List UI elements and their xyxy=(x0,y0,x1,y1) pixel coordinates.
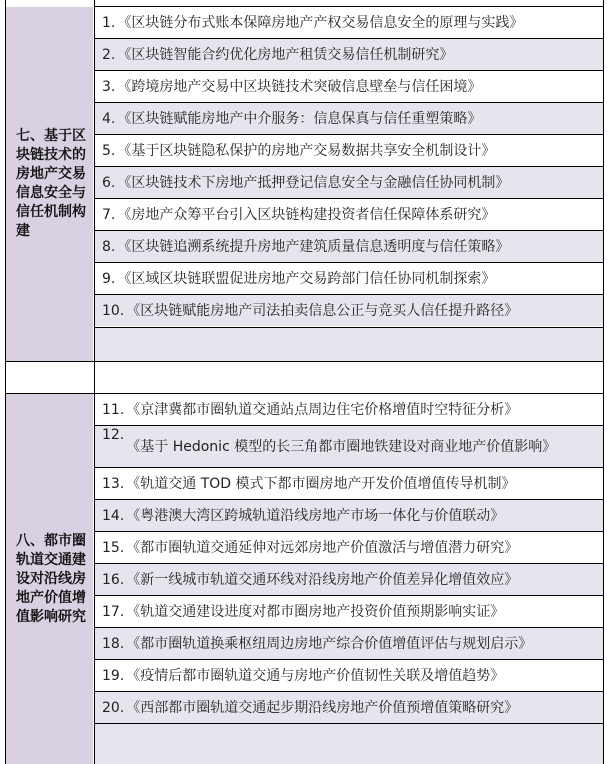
row-number: 12. xyxy=(102,427,125,443)
row-divider xyxy=(94,659,604,660)
table-row xyxy=(95,500,603,531)
empty-row xyxy=(95,328,603,361)
row-title: 《区块链赋能房地产中介服务：信息保真与信任重塑策略》 xyxy=(117,110,482,127)
row-title: 《区块链追溯系统提升房地产建筑质量信息透明度与信任策略》 xyxy=(117,238,510,255)
table-row xyxy=(95,692,603,723)
row-title: 《都市圈轨道交通延伸对远郊房地产价值激活与增值潜力研究》 xyxy=(126,539,519,556)
row-number: 5. xyxy=(102,142,116,159)
row-divider xyxy=(94,166,604,167)
table-row xyxy=(95,468,603,499)
row-divider xyxy=(94,627,604,628)
row-number: 11. xyxy=(102,401,125,418)
row-number: 17. xyxy=(102,603,125,620)
table-row xyxy=(95,596,603,627)
row-title: 《区域区块链联盟促进房地产交易跨部门信任协同机制探索》 xyxy=(117,270,496,287)
row-divider xyxy=(94,230,604,231)
row-divider xyxy=(94,563,604,564)
row-title: 《西部都市圈轨道交通起步期沿线房地产价值预增值策略研究》 xyxy=(126,699,519,716)
table-row xyxy=(95,199,603,230)
empty-row xyxy=(95,724,603,764)
row-divider xyxy=(94,134,604,135)
table-row xyxy=(95,660,603,691)
row-divider xyxy=(94,691,604,692)
row-title: 《京津冀都市圈轨道交通站点周边住宅价格增值时空特征分析》 xyxy=(126,401,519,418)
table-row xyxy=(95,231,603,262)
row-number: 10. xyxy=(102,302,125,319)
row-title: 《区块链赋能房地产司法拍卖信息公正与竞买人信任提升路径》 xyxy=(126,302,519,319)
table-row xyxy=(95,394,603,425)
row-title: 《区块链分布式账本保障房地产产权交易信息安全的原理与实践》 xyxy=(117,14,524,31)
row-divider xyxy=(94,70,604,71)
row-number: 18. xyxy=(102,635,125,652)
table-row xyxy=(95,103,603,134)
table-row xyxy=(95,135,603,166)
table-row xyxy=(95,426,603,467)
section-7-title: 七、基于区块链技术的房地产交易信息安全与信任机制构建 xyxy=(16,128,86,239)
table-row xyxy=(95,532,603,563)
section-divider xyxy=(5,393,604,394)
table-row xyxy=(95,295,603,326)
table-border-right xyxy=(603,0,604,764)
row-divider xyxy=(94,499,604,500)
row-number: 7. xyxy=(102,206,116,223)
row-title: 《基于 Hedonic 模型的长三角都市圈地铁建设对商业地产价值影响》 xyxy=(126,438,557,455)
row-divider xyxy=(94,198,604,199)
section-8-title: 八、都市圈轨道交通建设对沿线房地产价值增值影响研究 xyxy=(16,532,86,625)
row-title: 《区块链技术下房地产抵押登记信息安全与金融信任协同机制》 xyxy=(117,174,510,191)
row-title: 《房地产众筹平台引入区块链构建投资者信任保障体系研究》 xyxy=(117,206,496,223)
row-number: 2. xyxy=(102,46,116,63)
row-divider xyxy=(94,294,604,295)
row-number: 19. xyxy=(102,667,125,684)
table-border-left xyxy=(5,0,6,764)
row-title: 《新一线城市轨道交通环线对沿线房地产价值差异化增值效应》 xyxy=(126,571,519,588)
row-divider xyxy=(94,38,604,39)
row-divider xyxy=(94,262,604,263)
section-7-title-cell xyxy=(6,7,93,361)
table-row xyxy=(95,71,603,102)
row-title: 《轨道交通 TOD 模式下都市圈房地产开发价值增值传导机制》 xyxy=(126,475,516,492)
row-title: 《跨境房地产交易中区块链技术突破信息壁垒与信任困境》 xyxy=(117,78,482,95)
row-number: 15. xyxy=(102,539,125,556)
row-number: 14. xyxy=(102,507,125,524)
row-title: 《基于区块链隐私保护的房地产交易数据共享安全机制设计》 xyxy=(117,142,496,159)
section-divider xyxy=(5,361,604,362)
row-title: 《区块链智能合约优化房地产租赁交易信任机制研究》 xyxy=(117,46,454,63)
row-title: 《轨道交通建设进度对都市圈房地产投资价值预期影响实证》 xyxy=(126,603,505,620)
table-row xyxy=(95,263,603,294)
row-number: 3. xyxy=(102,78,116,95)
row-title: 《粤港澳大湾区跨城轨道沿线房地产市场一体化与价值联动》 xyxy=(126,507,505,524)
row-divider xyxy=(94,327,604,328)
table-row xyxy=(95,7,603,38)
row-number: 4. xyxy=(102,110,116,127)
row-number: 1. xyxy=(102,14,116,31)
row-divider xyxy=(94,723,604,724)
table-row xyxy=(95,564,603,595)
row-number: 13. xyxy=(102,475,125,492)
row-divider xyxy=(94,467,604,468)
row-divider xyxy=(94,531,604,532)
row-divider xyxy=(94,102,604,103)
table-row xyxy=(95,39,603,70)
table-divider-column xyxy=(94,0,95,764)
row-number: 16. xyxy=(102,571,125,588)
row-title: 《疫情后都市圈轨道交通与房地产价值韧性关联及增值趋势》 xyxy=(126,667,505,684)
blank-separator-row xyxy=(95,362,603,393)
section-8-title-cell xyxy=(6,394,93,764)
row-divider xyxy=(94,425,604,426)
row-number: 9. xyxy=(102,270,116,287)
table-row xyxy=(95,628,603,659)
row-title: 《都市圈轨道换乘枢纽周边房地产综合价值增值评估与规划启示》 xyxy=(126,635,533,652)
table-row xyxy=(95,167,603,198)
table-border-top xyxy=(94,6,604,7)
row-number: 6. xyxy=(102,174,116,191)
row-divider xyxy=(94,595,604,596)
row-number: 20. xyxy=(102,699,125,716)
row-number: 8. xyxy=(102,238,116,255)
